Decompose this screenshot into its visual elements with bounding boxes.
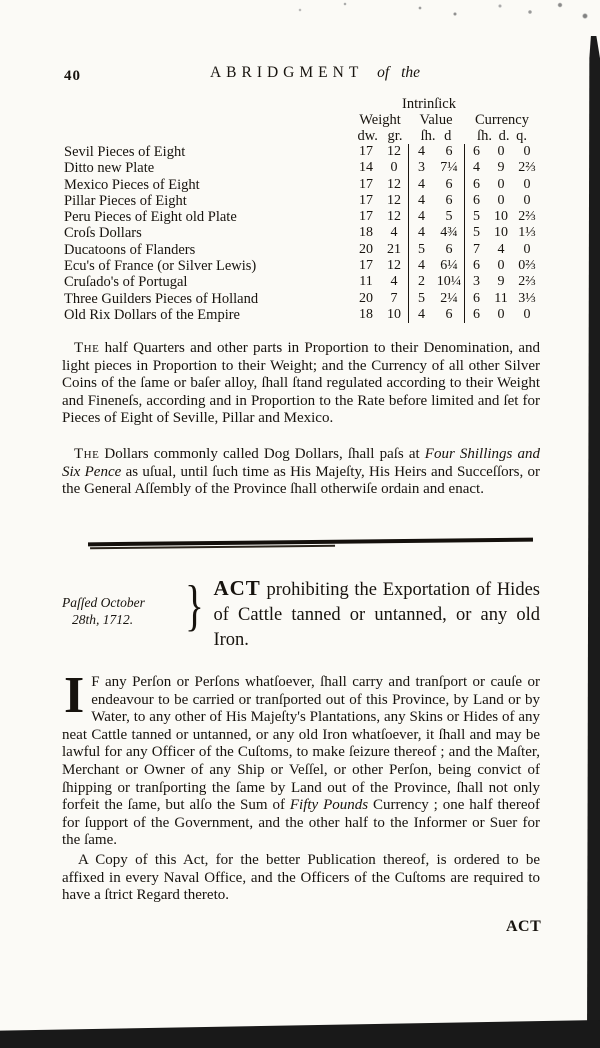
currency-shillings: 6 [464, 307, 488, 323]
coin-name: Mexico Pieces of Eight [64, 176, 200, 193]
table-row [64, 193, 540, 209]
weight-gr: 12 [387, 209, 401, 225]
currency-farthings: 0 [523, 241, 531, 257]
paragraph-text: half Quarters and other parts in Proportion to their Denomination, and light pieces in Proportion to their Weight; and the Currency of all other Silver Coins of the ſame or baſer alloy, ſhall ſtand regulated according to their Weight and Fineneſs, according and in Proportion to the Rate before limited and ſet for Pieces of Eight of Seville, Pillar and Mexico. [62, 340, 540, 427]
weight-dw: 17 [359, 209, 373, 225]
currency-pence: 9 [497, 160, 505, 176]
section-divider-rule [88, 538, 533, 547]
weight-dw: 17 [359, 176, 373, 192]
value-pence: 6 [445, 176, 453, 192]
italic-amount: Four Shillings and Six Pence [62, 446, 540, 480]
page-number: 40 [64, 68, 81, 84]
weight-dw: 11 [359, 274, 373, 290]
act-body-paragraph [62, 667, 540, 850]
coin-name: Peru Pieces of Eight old Plate [64, 209, 237, 226]
value-shillings: 5 [408, 242, 434, 258]
margin-note-line2: 28th, 1712. [72, 612, 134, 627]
value-pence: 4¾ [440, 225, 458, 241]
act-body-text: any Perſon or Perſons whatſoever, ſhall carry and tranſport or cauſe or endeavour to be carried or tranſported out of this Province, by Land or by Water, to any other of His Majeſty's Plantations, any Skins or Hides of any neat Cattle tanned or untanned, or any old Iron whatſoever, it ſhall and may be lawful for any Officer of the Cuſtoms, to make ſeizure thereof ; and the Maſter, Merchant or Owner of any Ship or Veſſel, or other Perſon, being convict of ſhipping or tranſporting the ſame by Land out of the Province, ſhall not only forfeit the ſame, but alſo the Sum of [62, 674, 540, 814]
paragraph-text: Dollars commonly called Dog Dollars, ſhall paſs at [99, 446, 425, 462]
currency-farthings: 0 [523, 176, 531, 192]
coin-name: Pillar Pieces of Eight [64, 192, 187, 209]
table-row [64, 291, 540, 307]
weight-dw: 20 [359, 241, 373, 257]
currency-pence: 4 [497, 241, 505, 257]
currency-farthings: 0 [523, 306, 531, 322]
scan-noise [0, 0, 600, 26]
currency-farthings: 3⅓ [518, 290, 536, 306]
currency-pence: 0 [497, 144, 505, 159]
value-pence: 10¼ [436, 274, 462, 290]
value-shillings: 4 [408, 209, 434, 225]
value-shillings: 2 [408, 274, 434, 290]
value-shillings: 4 [408, 193, 434, 209]
currency-shillings: 6 [464, 291, 488, 307]
act-word: ACT [213, 576, 261, 600]
value-pence: 6 [445, 306, 453, 322]
weight-gr: 12 [387, 258, 401, 274]
table-header-intrinsick-row [64, 96, 540, 112]
table-row [64, 225, 540, 241]
units-value: ſh. d [420, 128, 452, 144]
paragraph-text: as uſual, until ſuch time as His Majeſty, His Heirs and Succeſſors, or the General Aſſembly of the Province ſhall otherwiſe ordain and enact. [62, 463, 541, 498]
table-row [64, 307, 540, 323]
units-currency: ſh. d. q. [477, 128, 527, 144]
currency-pence: 0 [497, 258, 505, 274]
currency-shillings: 7 [464, 242, 488, 258]
value-pence: 5 [445, 209, 453, 225]
paragraph-half-quarters [62, 340, 540, 428]
paragraph-lead: The [74, 446, 100, 462]
act-body-lead: F [91, 674, 100, 690]
running-header-tail: of the [377, 64, 421, 81]
weight-dw: 17 [359, 192, 373, 208]
paragraph-dog-dollars [62, 446, 540, 499]
coin-name: Old Rix Dollars of the Empire [64, 306, 240, 323]
currency-shillings: 5 [464, 209, 488, 225]
weight-gr: 0 [390, 160, 398, 176]
coin-name: Croſs Dollars [64, 225, 142, 242]
currency-pence: 9 [497, 274, 505, 290]
coin-rating-table [64, 96, 540, 323]
col-header-currency: Currency [475, 112, 529, 128]
currency-pence: 0 [497, 192, 505, 208]
table-header-columns-row [64, 112, 540, 128]
act-body-text: Currency ; one half thereof for ſupport of the Government, and the other half to the Informer or Suer for the ſame. [62, 797, 540, 849]
table-row [64, 209, 540, 225]
act-heading-block [62, 576, 540, 653]
coin-name: Three Guilders Pieces of Holland [64, 290, 259, 307]
table-row [64, 144, 540, 160]
running-header-title: ABRIDGMENT [209, 64, 364, 81]
weight-dw: 17 [359, 144, 373, 159]
value-shillings: 3 [408, 160, 434, 176]
value-shillings: 4 [408, 307, 434, 323]
currency-farthings: 2⅔ [518, 160, 536, 176]
table-row [64, 160, 540, 176]
weight-dw: 18 [359, 306, 373, 322]
weight-dw: 14 [359, 160, 373, 176]
currency-shillings: 6 [464, 258, 488, 274]
currency-pence: 10 [494, 209, 508, 225]
dropcap-initial: I [64, 667, 85, 724]
italic-penalty-amount: Fifty Pounds [289, 797, 369, 814]
value-pence: 6¼ [440, 258, 458, 274]
value-shillings: 4 [408, 225, 434, 241]
weight-gr: 12 [387, 144, 401, 159]
currency-farthings: 0 [523, 192, 531, 208]
value-pence: 6 [445, 192, 453, 208]
weight-gr: 4 [390, 274, 398, 290]
currency-pence: 10 [494, 225, 508, 241]
currency-shillings: 5 [464, 225, 488, 241]
scan-edge-bottom [0, 1020, 600, 1048]
currency-shillings: 6 [464, 193, 488, 209]
table-row [64, 242, 540, 258]
weight-gr: 12 [387, 176, 401, 192]
value-shillings: 5 [408, 291, 434, 307]
currency-shillings: 3 [464, 274, 488, 290]
scan-edge-right [587, 36, 600, 1048]
currency-pence: 0 [497, 306, 505, 322]
act-title [213, 576, 540, 653]
margin-note-line1: Paſſed October [62, 595, 145, 610]
col-header-weight: Weight [359, 112, 401, 128]
weight-dw: 17 [359, 258, 373, 274]
coin-table-rows [64, 144, 540, 323]
col-header-value: Value [419, 112, 453, 128]
currency-pence: 11 [494, 290, 508, 306]
weight-gr: 12 [387, 192, 401, 208]
act-date-margin-note [62, 594, 181, 628]
weight-gr: 4 [390, 225, 398, 241]
coin-name: Ecu's of France (or Silver Lewis) [64, 258, 257, 275]
coin-name: Cruſado's of Portugal [64, 274, 188, 291]
value-pence: 6 [445, 241, 453, 257]
table-row [64, 258, 540, 274]
currency-farthings: 0 [523, 144, 531, 159]
act-title-text: prohibiting the Exportation of Hides of Cattle tanned or untanned, or any old Iron. [213, 580, 540, 650]
table-row [64, 177, 540, 193]
coin-name: Ditto new Plate [64, 160, 155, 177]
table-row [64, 274, 540, 290]
catchword: ACT [506, 918, 542, 935]
intrinsick-label: Intrinſick [402, 96, 456, 112]
value-pence: 7¼ [440, 160, 458, 176]
paragraph-lead: The [74, 340, 100, 356]
currency-farthings: 0⅔ [518, 258, 536, 274]
currency-farthings: 2⅔ [518, 209, 536, 225]
value-shillings: 4 [408, 177, 434, 193]
table-header-units-row [64, 128, 540, 144]
weight-gr: 21 [387, 241, 401, 257]
currency-shillings: 4 [464, 160, 488, 176]
currency-farthings: 1⅓ [518, 225, 536, 241]
weight-gr: 10 [387, 306, 401, 322]
currency-pence: 0 [497, 176, 505, 192]
currency-farthings: 2⅔ [518, 274, 536, 290]
running-header [150, 64, 480, 82]
paragraph-copy-of-act: A Copy of this Act, for the better Publication thereof, is ordered to be affixed in every Naval Office, and the Officers of the Cuſtoms are required to have a ſtrict Regard thereto. [62, 852, 540, 904]
value-pence: 6 [445, 144, 453, 159]
units-weight: dw. gr. [357, 128, 403, 144]
currency-shillings: 6 [464, 144, 488, 160]
weight-gr: 7 [390, 290, 398, 306]
coin-name: Sevil Pieces of Eight [64, 144, 186, 160]
weight-dw: 18 [359, 225, 373, 241]
weight-dw: 20 [359, 290, 373, 306]
coin-name: Ducatoons of Flanders [64, 241, 196, 258]
value-pence: 2¼ [440, 290, 458, 306]
value-shillings: 4 [408, 258, 434, 274]
currency-shillings: 6 [464, 177, 488, 193]
value-shillings: 4 [408, 144, 434, 160]
brace-glyph: } [184, 575, 204, 637]
